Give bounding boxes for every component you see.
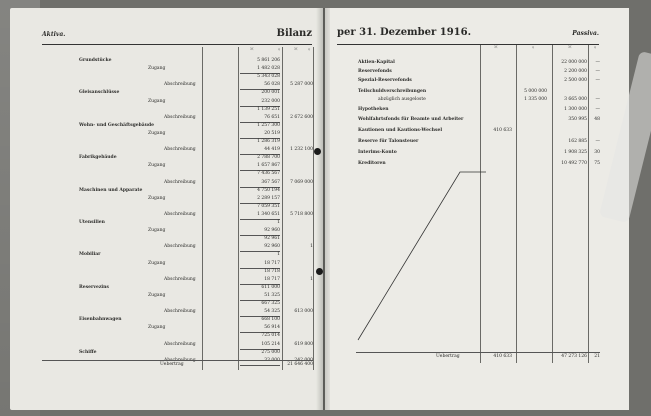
left-header: [42, 28, 312, 45]
table-row: [42, 211, 313, 219]
row-amount: 1: [277, 252, 280, 258]
row-amount: 54 325: [240, 308, 280, 317]
row-total: 5 287 000: [290, 82, 313, 88]
table-row: [42, 162, 313, 170]
row-label: Fabrikgebäude: [79, 155, 117, 161]
row-total: 1 232 100: [290, 147, 313, 153]
row-label: Abschreibung: [164, 357, 196, 363]
carry-total: 47 273 126: [561, 354, 587, 359]
col-mark: ℳ: [568, 45, 572, 49]
carry-total: 21 646 400: [287, 362, 313, 367]
row-label: Zugang: [148, 163, 166, 169]
carry-side-total: 410 633: [493, 354, 512, 359]
row-amount: 1 139 251: [257, 106, 280, 112]
row-amount: 5 861 206: [257, 58, 280, 63]
table-row: [42, 203, 313, 211]
row-amount: 1 657 867: [240, 162, 280, 171]
row-amount: 20 519: [240, 130, 280, 139]
row-label: Wohlfahrtsfonds für Beamte und Arbeiter: [358, 117, 464, 122]
table-row: [42, 65, 313, 73]
table-row: [42, 57, 313, 65]
row-label: Abschreibung: [164, 82, 196, 88]
row-c1: 5 000 000: [524, 89, 547, 94]
row-label: Abschreibung: [164, 341, 196, 347]
book-gutter: [316, 8, 330, 410]
table-row: [42, 316, 313, 324]
row-label: Zugang: [148, 98, 166, 104]
col-mark: ₰: [308, 47, 310, 51]
table-row: [42, 170, 313, 178]
row-c3: —: [595, 97, 600, 102]
col-mark: ₰: [532, 45, 534, 49]
row-total: 5 718 800: [290, 211, 313, 217]
row-label: Zugang: [148, 260, 166, 266]
row-c3: —: [595, 60, 600, 65]
table-row: [42, 235, 313, 243]
row-label: Spezial-Reservefonds: [358, 78, 412, 83]
table-row: [42, 89, 313, 97]
row-label: Zugang: [148, 195, 166, 201]
row-amount: 367 567: [240, 179, 280, 188]
row-label: Abschreibung: [164, 309, 196, 315]
row-amount: 725 014: [261, 333, 280, 339]
row-total: 2 672 600: [290, 114, 313, 120]
row-c1: 1 335 000: [524, 97, 547, 102]
table-row: [42, 187, 313, 195]
table-row: [42, 98, 313, 106]
row-label: abzüglich ausgeloste: [378, 97, 426, 102]
row-amount: 92 961: [264, 236, 280, 242]
table-row: [42, 308, 313, 316]
aktiva-carry-row: [42, 360, 313, 369]
row-label: Zugang: [148, 130, 166, 136]
row-amount: 105 214: [240, 341, 280, 350]
row-c0: 410 633: [493, 128, 512, 133]
row-label: Abschreibung: [164, 211, 196, 217]
table-row: [42, 138, 313, 146]
col-mark: ₰: [278, 47, 280, 51]
row-label: Eisenbahnwagen: [79, 317, 122, 323]
col-mark: ℳ: [494, 45, 498, 49]
row-label: Schiffe: [79, 349, 97, 355]
table-row: [42, 292, 313, 300]
row-total: 1: [310, 244, 313, 250]
row-label: Abschreibung: [164, 179, 196, 185]
row-amount: 7 436 567: [257, 171, 280, 177]
table-row: [42, 219, 313, 227]
row-label: Hypotheken: [358, 107, 389, 112]
col-mark: ₰: [594, 45, 596, 49]
row-c3: —: [595, 69, 600, 74]
carry-pfennig: 21: [594, 354, 600, 359]
row-c2: 10 492 770: [561, 161, 587, 166]
table-row: [356, 116, 600, 124]
row-amount: 56 914: [240, 324, 280, 333]
row-amount: 92 960: [240, 227, 280, 236]
row-c2: 3 665 000: [564, 97, 587, 102]
row-label: Zugang: [148, 66, 166, 72]
row-amount: 51 325: [240, 292, 280, 301]
date-heading: per 31. Dezember 1916.: [337, 27, 472, 38]
row-total: 613 000: [294, 309, 313, 315]
table-row: [42, 332, 313, 340]
table-row: [42, 122, 313, 130]
table-row: [42, 268, 313, 276]
table-row: [42, 106, 313, 114]
table-row: [42, 349, 313, 357]
row-total: 242 000: [294, 357, 313, 363]
row-amount: 76 651: [240, 114, 280, 123]
row-label: Kreditoren: [358, 161, 386, 166]
col-mark: ℳ: [294, 47, 298, 51]
row-label: Gleisanschlüsse: [79, 90, 120, 96]
row-c2: 2 200 000: [564, 69, 587, 74]
row-c2: 1 908 325: [564, 150, 587, 155]
row-total: 1: [310, 276, 313, 282]
row-amount: 1 482 028: [240, 65, 280, 74]
row-label: Reserve für Talonsteuer: [358, 139, 419, 144]
row-amount: 7 059 351: [257, 203, 280, 209]
row-c3: 30: [594, 150, 600, 155]
table-row: [42, 300, 313, 308]
row-c2: 350 995: [568, 117, 587, 122]
row-amount: 275 000: [261, 349, 280, 355]
row-amount: 18 717: [240, 276, 280, 285]
table-row: [42, 130, 313, 138]
table-row: [42, 260, 313, 268]
row-amount: 667 325: [261, 301, 280, 306]
row-label: Zugang: [148, 325, 166, 331]
row-amount: 18 718: [264, 268, 280, 274]
row-c2: 1 300 000: [564, 107, 587, 112]
table-row: [42, 341, 313, 349]
row-label: Wohn- und Geschäftsgebäude: [79, 122, 154, 128]
row-c3: 48: [594, 117, 600, 122]
table-row: [42, 251, 313, 259]
table-row: [356, 68, 600, 76]
row-c2: 162 885: [568, 139, 587, 144]
row-total: 7 069 000: [290, 179, 313, 185]
row-label: Reservefonds: [358, 69, 392, 74]
row-amount: 1: [277, 220, 280, 225]
row-amount: 2 289 157: [240, 195, 280, 204]
row-amount: 18 717: [240, 260, 280, 269]
row-label: Zugang: [148, 228, 166, 234]
row-label: Reservezins: [79, 284, 109, 290]
row-label: Abschreibung: [164, 244, 196, 250]
table-row: [42, 81, 313, 89]
row-amount: 33 000: [240, 357, 280, 366]
row-label: Abschreibung: [164, 276, 196, 282]
row-amount: 200 001: [261, 90, 280, 96]
punch-hole: [314, 148, 321, 155]
table-row: [42, 243, 313, 251]
table-row: [42, 154, 313, 162]
table-row: [42, 276, 313, 284]
table-row: [42, 146, 313, 154]
row-amount: 611 000: [261, 284, 280, 290]
row-amount: 1 340 651: [240, 211, 280, 220]
table-row: [356, 88, 600, 96]
passiva-carry-row: [356, 352, 600, 361]
table-row: [42, 227, 313, 235]
row-label: Grundstücke: [79, 58, 112, 63]
table-row: [42, 284, 313, 292]
row-total: 619 800: [294, 341, 313, 347]
row-label: Maschinen und Apparate: [79, 187, 143, 193]
row-label: Utensilien: [79, 220, 105, 225]
row-amount: 4 750 194: [257, 187, 280, 193]
row-label: Aktien-Kapital: [358, 60, 395, 65]
row-label: Zugang: [148, 292, 166, 298]
row-amount: 1 286 319: [257, 139, 280, 144]
row-c2: 2 500 000: [564, 78, 587, 83]
col-mark: ℳ: [250, 47, 254, 51]
table-row: [42, 324, 313, 332]
row-amount: 92 960: [240, 243, 280, 252]
row-amount: 44 419: [240, 146, 280, 155]
row-amount: 56 028: [240, 81, 280, 90]
row-label: Interims-Konto: [358, 150, 397, 155]
table-row: [42, 195, 313, 203]
row-c3: —: [595, 78, 600, 83]
table-row: [356, 77, 600, 85]
bilanz-heading: Bilanz: [276, 28, 312, 39]
aktiva-ledger: [42, 47, 313, 370]
right-header: [337, 27, 599, 45]
row-amount: 1 257 300: [257, 122, 280, 128]
row-c3: —: [595, 107, 600, 112]
row-label: Kautionen und Kautions-Wechsel: [358, 128, 443, 133]
table-row: [42, 179, 313, 187]
cancel-stroke: [356, 150, 486, 350]
row-c3: 75: [594, 161, 600, 166]
punch-hole: [316, 268, 323, 275]
row-amount: 2 788 700: [257, 155, 280, 161]
table-row: [356, 96, 600, 104]
carry-label: Uebertrag: [160, 362, 184, 367]
table-row: [356, 106, 600, 114]
passiva-heading: Passiva.: [572, 30, 599, 37]
row-amount: 668 100: [261, 317, 280, 323]
table-row: [42, 114, 313, 122]
row-c2: 22 000 000: [561, 60, 587, 65]
row-label: Abschreibung: [164, 114, 196, 120]
table-row: [356, 127, 600, 135]
row-amount: 5 343 028: [257, 74, 280, 80]
row-c3: —: [595, 139, 600, 144]
row-label: Teilschuldverschreibungen: [358, 89, 427, 94]
table-row: [356, 59, 600, 67]
table-row: [356, 138, 600, 146]
carry-label: Uebertrag: [436, 354, 460, 359]
row-label: Abschreibung: [164, 147, 196, 153]
row-amount: 232 000: [240, 98, 280, 107]
aktiva-heading: Aktiva.: [42, 31, 66, 38]
row-label: Mobiliar: [79, 252, 101, 258]
table-row: [42, 73, 313, 81]
